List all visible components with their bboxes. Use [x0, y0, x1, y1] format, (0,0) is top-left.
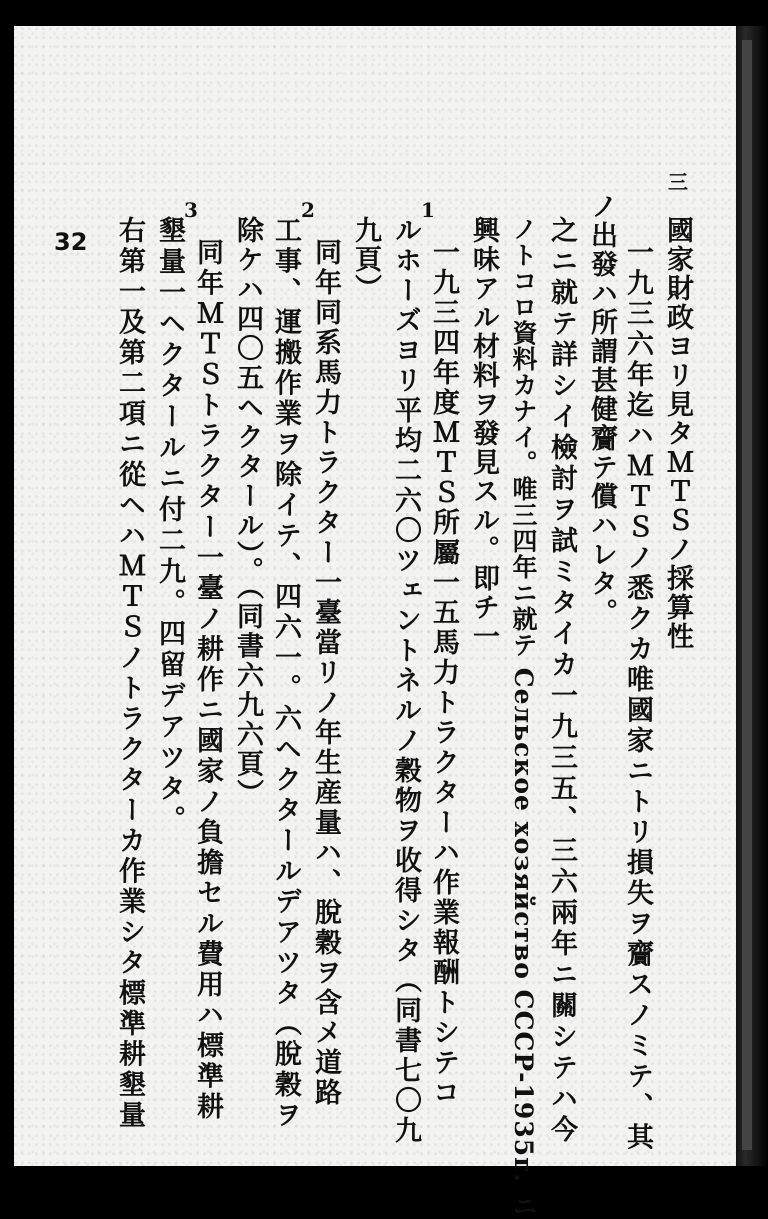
page-edge	[742, 40, 752, 1150]
text-column-1: 國家財政ヨリ見タＭＴＳノ採算性	[662, 216, 693, 651]
text-column-13: 同年ＭＴＳトラクター一臺ノ耕作ニ國家ノ負擔セル費用ハ標準耕	[192, 238, 223, 1123]
text-column-4: 之ニ就テ詳シイ檢討ヲ試ミタイカ一九三五、三六兩年ニ關シテハ今	[546, 216, 577, 1146]
text-column-8: ルホーズヨリ平均二六〇ツェントネルノ穀物ヲ收得シタ（同書七〇九	[390, 216, 421, 1146]
book-spine	[736, 26, 768, 1166]
text-column-5: ノトコロ資料カナイ。唯三四年ニ就テ Сельское хозяйство СССР-1935г. ニ	[509, 216, 538, 1219]
page-number: 32	[54, 228, 88, 256]
text-column-2: 一九三六年迄ハＭＴＳノ悉クカ唯國家ニトリ損失ヲ齎スノミテ、其	[622, 238, 653, 1153]
text-column-14: 墾量一ヘクタールニ付二九。四留デアツタ。	[154, 216, 185, 836]
text-column-15: 右第一及第二項ニ從ヘハＭＴＳノトラクターカ作業シタ標準耕墾量	[114, 216, 145, 1131]
item-number-3: 3	[184, 198, 198, 222]
text-column-11: 工事、運搬作業ヲ除イテ、四六一。六ヘクタールデアツタ（脫穀ヲ	[270, 216, 301, 1131]
item-number-2: 2	[301, 198, 315, 222]
text-column-7: 一九三四年度ＭＴＳ所屬一五馬力トラクターハ作業報酬トシテコ	[428, 238, 459, 1108]
text-column-12: 除ケハ四〇五ヘクタール）。（同書六九六頁）	[232, 216, 263, 809]
text-column-10: 同年同系馬力トラクター一臺當リノ年生産量ハ、脫穀ヲ含メ道路	[310, 238, 341, 1108]
item-number-1: 1	[421, 198, 435, 222]
text-column-6: 興味アル材料ヲ發見スル。即チ一	[468, 216, 499, 651]
book-page	[14, 26, 736, 1219]
text-column-3: ノ出發ハ所謂甚健齎テ償ハレタ。	[586, 192, 617, 627]
text-column-9: 九頁）	[350, 216, 381, 303]
section-mark: 三	[668, 170, 688, 194]
